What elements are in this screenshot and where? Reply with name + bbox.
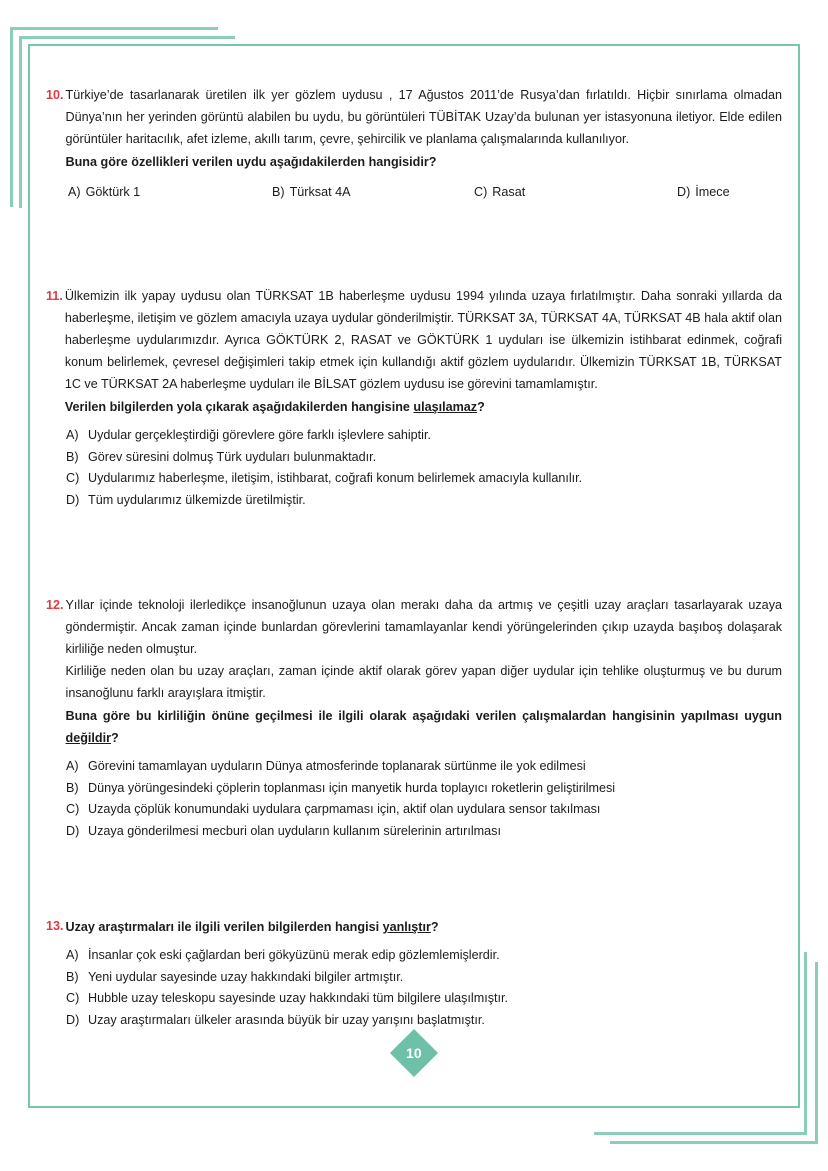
option-text-10-c: Rasat [492,185,526,199]
question-stem-13 [66,916,782,938]
option-13-a[interactable] [66,945,782,967]
option-10-c[interactable] [474,182,677,204]
option-text-12-d: Uzaya gönderilmesi mecburi olan uyduların kullanım sürelerinin artırılması [88,823,501,838]
option-label-12-c: C) [66,802,80,816]
option-label-11-b: B) [66,449,79,464]
option-12-b[interactable] [66,778,782,800]
option-11-d[interactable] [66,490,782,512]
question-stem-11-part1: Verilen bilgilerden yola çıkarak aşağıdakilerden hangisine [64,400,414,414]
option-label-10-a: A) [68,185,81,199]
question-number-11: 11. [46,289,63,303]
question-stem-11-part2: ? [477,400,485,414]
option-11-a[interactable] [66,425,782,447]
question-stem-12-underlined: değildir [65,731,111,745]
question-stem-11-underlined: ulaşılamaz [413,400,478,414]
options-list-13 [46,945,782,1031]
question-number-12: 12. [46,598,64,612]
question-text-10 [66,84,782,173]
option-label-13-a: A) [66,948,79,962]
option-label-12-a: A) [66,759,79,773]
option-text-13-d: Uzay araştırmaları ülkeler arasında büyük bir uzay yarışını başlatmıştır. [88,1012,485,1027]
option-label-13-d: D) [66,1012,80,1027]
option-11-b[interactable] [66,447,782,469]
option-text-11-c: Uydularımız haberleşme, iletişim, istihbarat, coğrafi konum belirlemek amacıyla kullanılır. [88,471,583,485]
option-13-c[interactable] [66,988,782,1010]
option-13-b[interactable] [66,967,782,989]
option-12-c[interactable] [66,799,782,821]
question-stem-13-part2: ? [430,920,439,934]
question-passage-11: Ülkemizin ilk yapay uydusu olan TÜRKSAT 1B haberleşme uydusu 1994 yılında uzaya fırlatılmıştır. Daha sonraki yıllarda da haberleşme, iletişim ve gözlem amacıyla uzaya uydular gönderilmiştir. TÜRKSAT 3A, TÜRKSAT 4A, TÜRKSAT 4B hala aktif olan haberleşme uydularımızdır. Ayrıca GÖKTÜRK 2, RASAT ve GÖKTÜRK 1 uyduları ise ülkemizin istihbarat edinmek, coğrafi konum belirlemek, çevresel değişimleri takip etmek için kullandığı aktif gözlem uydularıdır. Ülkemizin TÜRKSAT 1B, TÜRKSAT 1C ve TÜRKSAT 2A haberleşme uyduları ile BİLSAT gözlem uydusu ise görevini tamamlamıştır. [64,289,782,391]
question-passage-12-second: Kirliliğe neden olan bu uzay araçları, zaman içinde aktif olarak görev yapan diğer uydular için tehlike oluşturmuş ve bu durum insanoğlunu farklı arayışlara itmiştir. [65,664,782,700]
option-text-13-b: Yeni uydular sayesinde uzay hakkındaki bilgiler artmıştır. [88,969,404,984]
option-text-11-b: Görev süresini dolmuş Türk uyduları bulunmaktadır. [88,449,377,464]
option-text-10-d: İmece [695,185,730,199]
question-text-12 [66,594,782,749]
question-number-10: 10. [46,88,64,102]
decorative-line-top-left-outer-vertical [10,27,13,207]
option-text-12-b: Dünya yörüngesindeki çöplerin toplanması için manyetik hurda toplayıcı roketlerin geliştirilmesi [88,780,616,795]
option-text-10-a: Göktürk 1 [85,185,141,199]
question-block-13 [46,915,782,1031]
decorative-line-bottom-right-inner-vertical [804,952,807,1135]
decorative-line-top-left-outer-horizontal [10,27,218,30]
option-12-a[interactable] [66,756,782,778]
question-stem-12-part1: Buna göre bu kirliliğin önüne geçilmesi ile ilgili olarak aşağıdaki verilen çalışmalardan hangisinin yapılması uygun [65,709,782,723]
option-text-12-c: Uzayda çöplük konumundaki uydulara çarpmaması için, aktif olan uydulara sensor takılması [88,802,601,816]
question-stem-13-underlined: yanlıştır [382,920,431,934]
option-label-11-d: D) [66,492,80,507]
option-13-d[interactable] [66,1010,782,1032]
page-number-badge-container [28,1036,800,1070]
question-stem-10-part1: Buna göre özellikleri verilen uydu aşağıdakilerden hangisidir? [65,155,437,169]
option-label-13-b: B) [66,969,79,984]
question-text-11 [65,285,782,418]
option-label-10-c: C) [474,185,488,199]
option-10-d[interactable] [677,182,730,204]
decorative-line-top-left-inner-vertical [19,36,22,208]
page-number-badge [390,1029,438,1077]
decorative-line-bottom-right-outer-horizontal [610,1141,818,1144]
page-content [28,44,800,1108]
option-10-a[interactable] [68,182,272,204]
options-list-12 [46,756,782,842]
question-number-13: 13. [46,919,64,933]
decorative-line-bottom-right-inner-horizontal [594,1132,807,1135]
option-text-11-a: Uydular gerçekleştirdiği görevlere göre farklı işlevlere sahiptir. [88,428,431,442]
option-text-10-b: Türksat 4A [289,185,351,199]
question-text-13 [66,915,782,938]
question-stem-12 [66,705,782,749]
option-label-12-d: D) [66,823,80,838]
option-label-11-c: C) [66,471,80,485]
option-label-13-c: C) [66,991,80,1005]
question-passage-12: Yıllar içinde teknoloji ilerledikçe insanoğlunun uzaya olan merakı daha da artmış ve çeşitli uzay araçları tasarlayarak uzaya göndermiştir. Ancak zaman içinde bunlardan görevlerini tamamlayanlar kendi yörüngelerinden çıkıp uzayda başıboş dolaşarak kirliliğe neden olmuştur. [65,598,782,656]
option-12-d[interactable] [66,821,782,843]
option-label-11-a: A) [66,428,79,442]
question-stem-12-part2: ? [111,731,119,745]
decorative-line-bottom-right-outer-vertical [815,962,818,1144]
decorative-line-top-left-inner-horizontal [19,36,235,39]
option-label-10-d: D) [677,185,691,199]
question-block-10 [46,84,782,204]
options-list-11 [46,425,782,511]
question-stem-13-part1: Uzay araştırmaları ile ilgili verilen bilgilerden hangisi [65,920,383,934]
option-label-10-b: B) [272,185,285,199]
page-number-text: 10 [406,1044,422,1061]
question-block-12 [46,594,782,842]
question-stem-10 [66,151,782,173]
option-11-c[interactable] [66,468,782,490]
option-text-11-d: Tüm uydularımız ülkemizde üretilmiştir. [88,492,306,507]
option-text-13-a: İnsanlar çok eski çağlardan beri gökyüzünü merak edip gözlemlemişlerdir. [88,948,500,962]
option-10-b[interactable] [272,182,474,204]
question-block-11 [46,285,782,511]
question-passage-10: Türkiye’de tasarlanarak üretilen ilk yer gözlem uydusu , 17 Ağustos 2011’de Rusya’dan fırlatıldı. Hiçbir sınırlama olmadan Dünya’nın her yerinden görüntü alabilen bu uydu, bu görüntüleri TÜBİTAK Uzay’da bulunan yer istasyonuna iletiyor. Elde edilen görüntüler haritacılık, afet izleme, akıllı tarım, çevre, şehircilik ve planlama çalışmalarında kullanılıyor. [65,88,782,146]
question-stem-11 [65,396,782,418]
option-text-12-a: Görevini tamamlayan uyduların Dünya atmosferinde toplanarak sürtünme ile yok edilmesi [88,759,586,773]
option-label-12-b: B) [66,780,79,795]
options-list-10 [46,182,782,204]
option-text-13-c: Hubble uzay teleskopu sayesinde uzay hakkındaki tüm bilgilere ulaşılmıştır. [88,991,509,1005]
